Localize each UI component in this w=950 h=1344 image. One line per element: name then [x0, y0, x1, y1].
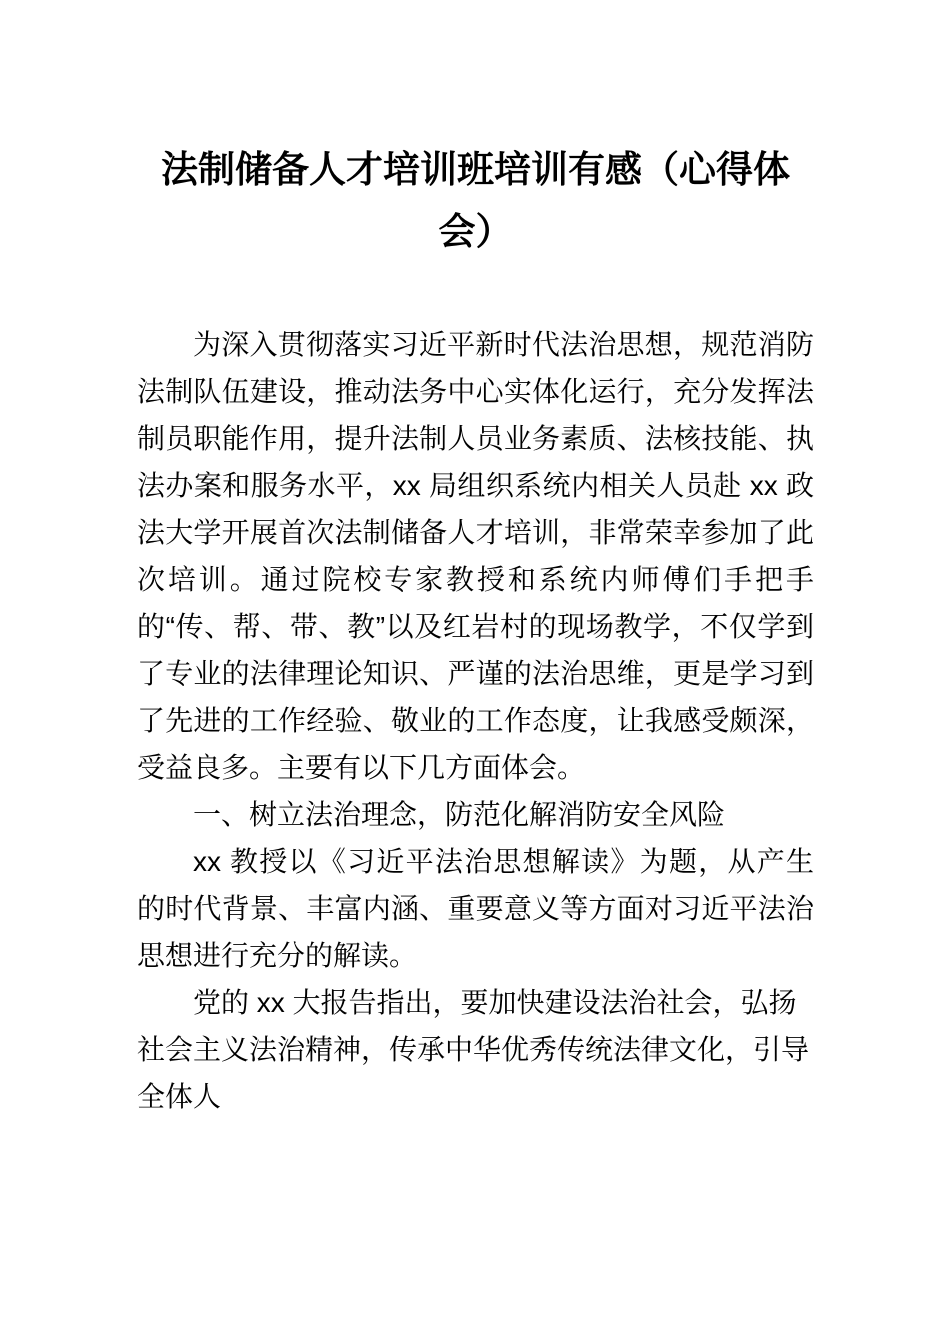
document-content [137, 0, 814, 1120]
section-heading-one: 一、树立法治理念，防范化解消防安全风险 [193, 799, 726, 830]
document-body-text [137, 263, 814, 1120]
paragraph-section-one-second: 党的 xx 大报告指出，要加快建设法治社会，弘扬社会主义法治精神，传承中华优秀传统法律文化，引导全体人 [137, 987, 810, 1112]
paragraph-section-one-first: xx 教授以《习近平法治思想解读》为题，从产生的时代背景、丰富内涵、重要意义等方面对习近平法治思想进行充分的解读。 [137, 846, 814, 971]
paragraph-intro: 为深入贯彻落实习近平新时代法治思想，规范消防法制队伍建设，推动法务中心实体化运行，充分发挥法制员职能作用，提升法制人员业务素质、法核技能、执法办案和服务水平，xx 局组织系统内相关人员赴 xx 政法大学开展首次法制储备人才培训，非常荣幸参加了此次培训。通过院校专家教授和系统内师傅们手把手的“传、帮、带、教”以及红岩村的现场教学，不仅学到了专业的法律理论知识、严谨的法治思维，更是学习到了先进的工作经验、敬业的工作态度，让我感受颇深，受益良多。主要有以下几方面体会。 [137, 329, 814, 783]
page-title: 法制储备人才培训班培训有感（心得体会） [161, 149, 790, 252]
